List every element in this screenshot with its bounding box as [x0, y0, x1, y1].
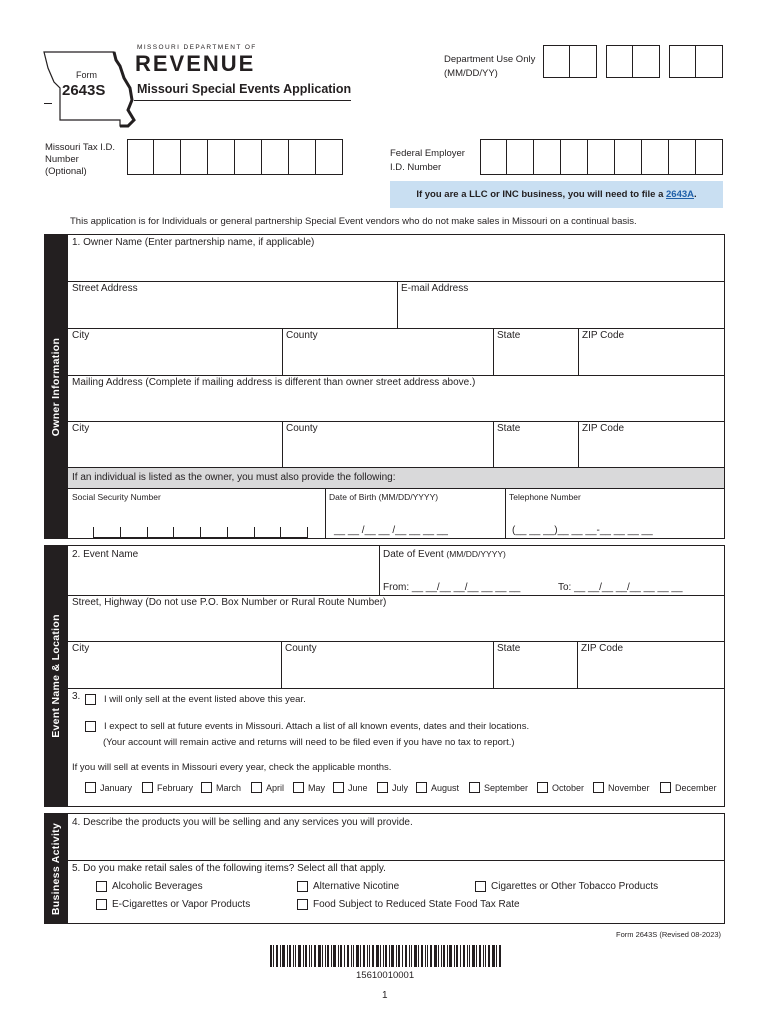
- fein-boxes[interactable]: [480, 139, 723, 175]
- divider: [282, 328, 283, 375]
- form-title: Missouri Special Events Application: [137, 82, 352, 96]
- cigarettes-tobacco-option[interactable]: Cigarettes or Other Tobacco Products: [475, 881, 658, 892]
- dept-use-month-boxes: [543, 45, 597, 78]
- individual-note: If an individual is listed as the owner, you must also provide the following:: [72, 472, 396, 483]
- owner-information-sidebar: Owner Information: [44, 234, 67, 539]
- reduced-food-tax-option[interactable]: Food Subject to Reduced State Food Tax Rate: [297, 899, 520, 910]
- checkbox[interactable]: [85, 782, 96, 793]
- e-cigarettes-option[interactable]: E-Cigarettes or Vapor Products: [96, 899, 250, 910]
- event-location-sidebar: Event Name & Location: [44, 545, 67, 807]
- zip-label: ZIP Code: [582, 330, 625, 341]
- question-3-number: 3.: [72, 691, 81, 702]
- checkbox[interactable]: [201, 782, 212, 793]
- checkbox[interactable]: [537, 782, 548, 793]
- checkbox[interactable]: [297, 881, 308, 892]
- checkbox[interactable]: [475, 881, 486, 892]
- checkbox[interactable]: [377, 782, 388, 793]
- phone-label: Telephone Number: [509, 492, 581, 502]
- dept-use-format: (MM/DD/YY): [444, 68, 498, 79]
- divider: [281, 641, 282, 688]
- event-city-label: City: [72, 643, 90, 654]
- form-revision: Form 2643S (Revised 08-2023): [616, 930, 722, 939]
- tax-id-boxes[interactable]: [127, 139, 343, 175]
- mailing-city-label: City: [72, 423, 90, 434]
- dept-use-year-boxes: [669, 45, 723, 78]
- divider: [379, 545, 380, 595]
- dept-use-label: Department Use Only: [444, 54, 536, 65]
- county-label: County: [286, 330, 318, 341]
- divider: [67, 688, 725, 689]
- alcoholic-beverages-option[interactable]: Alcoholic Beverages: [96, 881, 203, 892]
- checkbox[interactable]: [593, 782, 604, 793]
- alternative-nicotine-option[interactable]: Alternative Nicotine: [297, 881, 399, 892]
- state-label: State: [497, 330, 521, 341]
- intro-text: This application is for Individuals or general partnership Special Event vendors who do not make sales in Missouri on a continual basis.: [70, 216, 637, 227]
- divider: [493, 421, 494, 467]
- business-activity-sidebar: Business Activity: [44, 813, 67, 924]
- divider: [67, 281, 725, 282]
- checkbox[interactable]: [293, 782, 304, 793]
- checkbox[interactable]: [96, 881, 107, 892]
- future-events-option[interactable]: [85, 721, 529, 732]
- checkbox[interactable]: [660, 782, 671, 793]
- checkbox[interactable]: [297, 899, 308, 910]
- llc-notice-text: If you are a LLC or INC business, you will need to file a: [416, 189, 667, 200]
- dob-label: Date of Birth (MM/DD/YYYY): [329, 492, 439, 502]
- tax-id-label-2: Number: [45, 154, 79, 165]
- owner-name-label: 1. Owner Name (Enter partnership name, if applicable): [72, 237, 315, 248]
- checkbox[interactable]: [251, 782, 262, 793]
- form-2643a-link[interactable]: 2643A: [666, 189, 695, 200]
- email-address-label: E-mail Address: [401, 283, 469, 294]
- divider: [325, 489, 326, 539]
- mailing-county-label: County: [286, 423, 318, 434]
- checkbox[interactable]: [142, 782, 153, 793]
- divider: [67, 860, 725, 861]
- event-name-label: 2. Event Name: [72, 549, 139, 560]
- future-events-checkbox[interactable]: [85, 721, 96, 732]
- street-address-label: Street Address: [72, 283, 138, 294]
- only-this-event-option[interactable]: [85, 694, 306, 705]
- agency-name: REVENUE: [135, 51, 256, 76]
- checkbox[interactable]: [469, 782, 480, 793]
- only-this-event-checkbox[interactable]: [85, 694, 96, 705]
- checkbox[interactable]: [96, 899, 107, 910]
- llc-notice-period: .: [694, 189, 697, 200]
- month-may[interactable]: May: [293, 782, 325, 793]
- llc-notice-banner: [390, 181, 723, 208]
- checkbox[interactable]: [416, 782, 427, 793]
- checkbox[interactable]: [333, 782, 344, 793]
- divider: [67, 421, 725, 422]
- divider: [578, 421, 579, 467]
- event-state-label: State: [497, 643, 521, 654]
- form-number-underline: [44, 103, 52, 104]
- month-august[interactable]: August: [416, 782, 459, 793]
- question-4-label: 4. Describe the products you will be selling and any services you will provide.: [72, 817, 413, 828]
- divider: [67, 328, 725, 329]
- mailing-address-label: Mailing Address (Complete if mailing address is different than owner street address above.): [72, 377, 476, 388]
- divider: [577, 641, 578, 688]
- phone-mask[interactable]: (__ __ __)__ __ __-__ __ __ __: [512, 525, 653, 536]
- barcode-number: 15610010001: [356, 970, 415, 981]
- divider: [397, 281, 398, 328]
- future-events-label: I expect to sell at future events in Missouri. Attach a list of all known events, dates and their locations.: [104, 721, 530, 732]
- title-rule: [134, 100, 351, 101]
- barcode: [270, 945, 502, 967]
- dob-mask[interactable]: __ __ /__ __ /__ __ __ __: [334, 525, 448, 536]
- tax-id-label-1: Missouri Tax I.D.: [45, 142, 116, 153]
- divider: [493, 641, 494, 688]
- event-zip-label: ZIP Code: [581, 643, 624, 654]
- divider: [505, 489, 506, 539]
- month-june[interactable]: June: [333, 782, 368, 793]
- event-from-date[interactable]: From: __ __/__ __/__ __ __ __: [383, 582, 521, 593]
- event-county-label: County: [285, 643, 317, 654]
- divider: [493, 328, 494, 375]
- divider: [282, 421, 283, 467]
- divider: [67, 375, 725, 376]
- fein-label-1: Federal Employer: [390, 148, 465, 159]
- only-this-event-label: I will only sell at the event listed above this year.: [104, 694, 306, 705]
- month-november[interactable]: November: [593, 782, 650, 793]
- date-of-event-label: [383, 549, 506, 560]
- divider: [67, 641, 725, 642]
- date-of-event-format: (MM/DD/YYYY): [446, 549, 506, 559]
- form-label: Form: [76, 70, 97, 80]
- months-note: If you will sell at events in Missouri every year, check the applicable months.: [72, 762, 392, 773]
- date-of-event-text: Date of Event: [383, 549, 444, 560]
- mailing-zip-label: ZIP Code: [582, 423, 625, 434]
- month-september[interactable]: September: [469, 782, 528, 793]
- tax-id-label-3: (Optional): [45, 166, 87, 177]
- ssn-label: Social Security Number: [72, 492, 161, 502]
- month-march[interactable]: March: [201, 782, 241, 793]
- question-5-label: 5. Do you make retail sales of the following items? Select all that apply.: [72, 863, 386, 874]
- agency-line: MISSOURI DEPARTMENT OF: [137, 44, 257, 51]
- month-january[interactable]: January: [85, 782, 132, 793]
- dept-use-day-boxes: [606, 45, 660, 78]
- month-december[interactable]: December: [660, 782, 717, 793]
- form-number: 2643S: [62, 82, 106, 99]
- page-number: 1: [382, 990, 388, 1001]
- month-april[interactable]: April: [251, 782, 284, 793]
- fein-label-2: I.D. Number: [390, 162, 442, 173]
- ssn-digit-ticks[interactable]: [93, 527, 308, 538]
- event-to-date[interactable]: To: __ __/__ __/__ __ __ __: [558, 582, 683, 593]
- month-february[interactable]: February: [142, 782, 193, 793]
- future-events-note: (Your account will remain active and returns will need to be filed even if you have no tax to report.): [103, 737, 515, 748]
- city-label: City: [72, 330, 90, 341]
- mailing-state-label: State: [497, 423, 521, 434]
- divider: [578, 328, 579, 375]
- divider: [67, 595, 725, 596]
- month-october[interactable]: October: [537, 782, 584, 793]
- event-street-label: Street, Highway (Do not use P.O. Box Number or Rural Route Number): [72, 597, 387, 608]
- month-july[interactable]: July: [377, 782, 408, 793]
